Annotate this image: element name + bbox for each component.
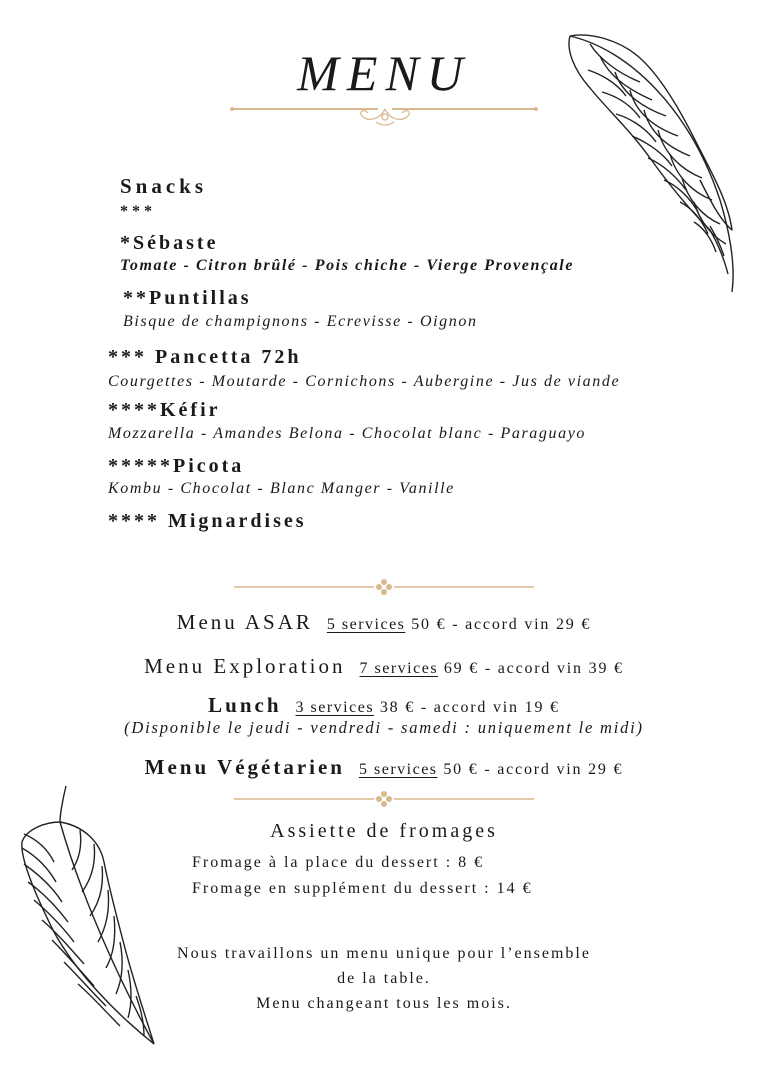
page-title: MENU xyxy=(297,45,471,101)
divider-ornament xyxy=(234,790,534,808)
menu-offer-note: (Disponible le jeudi - vendredi - samedi : uniquement le midi) xyxy=(124,718,644,737)
menu-offer-price: 69 € - accord vin 39 € xyxy=(438,660,624,677)
dish-name: *****Picota xyxy=(108,455,245,477)
menu-offer-services: 3 services xyxy=(295,699,375,716)
footer-line: Nous travaillons un menu unique pour l’ensemble xyxy=(177,945,591,962)
snacks-stars: *** xyxy=(120,203,156,220)
dish-description: Courgettes - Moutarde - Cornichons - Aubergine - Jus de viande xyxy=(108,373,621,390)
menu-offer-services: 5 services xyxy=(326,616,406,633)
footer-line: de la table. xyxy=(337,970,431,987)
cheese-line: Fromage à la place du dessert : 8 € xyxy=(192,854,485,871)
feather-illustration-top xyxy=(560,30,750,300)
cheese-line: Fromage en supplément du dessert : 14 € xyxy=(192,880,533,897)
menu-offer-price: 50 € - accord vin 29 € xyxy=(405,616,592,633)
title-ornament xyxy=(230,98,540,130)
section-heading-snacks: Snacks xyxy=(120,174,208,198)
divider-ornament xyxy=(234,578,534,596)
menu-offer-row xyxy=(0,654,768,679)
dish-name: *Sébaste xyxy=(120,232,219,254)
dish-name: **Puntillas xyxy=(123,287,252,309)
menu-offer-name: Menu Exploration xyxy=(144,654,346,678)
menu-offer-price: 38 € - accord vin 19 € xyxy=(374,699,560,716)
menu-offer-services: 7 services xyxy=(359,660,439,677)
menu-offer-name: Lunch xyxy=(208,693,282,717)
dish-name: *** Pancetta 72h xyxy=(108,346,302,368)
dish-name: ****Kéfir xyxy=(108,399,221,421)
menu-offer-row xyxy=(0,755,768,780)
menu-offer-row xyxy=(0,610,768,635)
menu-offer-services: 5 services xyxy=(358,761,438,778)
menu-offer-name: Menu ASAR xyxy=(176,610,313,634)
menu-offer-price: 50 € - accord vin 29 € xyxy=(437,761,624,778)
section-heading-cheese: Assiette de fromages xyxy=(270,820,498,842)
menu-offer-row xyxy=(0,693,768,718)
footer-line: Menu changeant tous les mois. xyxy=(256,995,512,1012)
dish-description: Tomate - Citron brûlé - Pois chiche - Vierge Provençale xyxy=(120,257,575,274)
dish-description: Bisque de champignons - Ecrevisse - Oignon xyxy=(123,313,478,330)
feather-illustration-bottom xyxy=(14,782,164,1052)
dish-name: **** Mignardises xyxy=(108,510,307,532)
dish-description: Mozzarella - Amandes Belona - Chocolat blanc - Paraguayo xyxy=(108,425,586,442)
menu-offer-name: Menu Végétarien xyxy=(144,755,345,779)
dish-description: Kombu - Chocolat - Blanc Manger - Vanille xyxy=(108,480,455,497)
